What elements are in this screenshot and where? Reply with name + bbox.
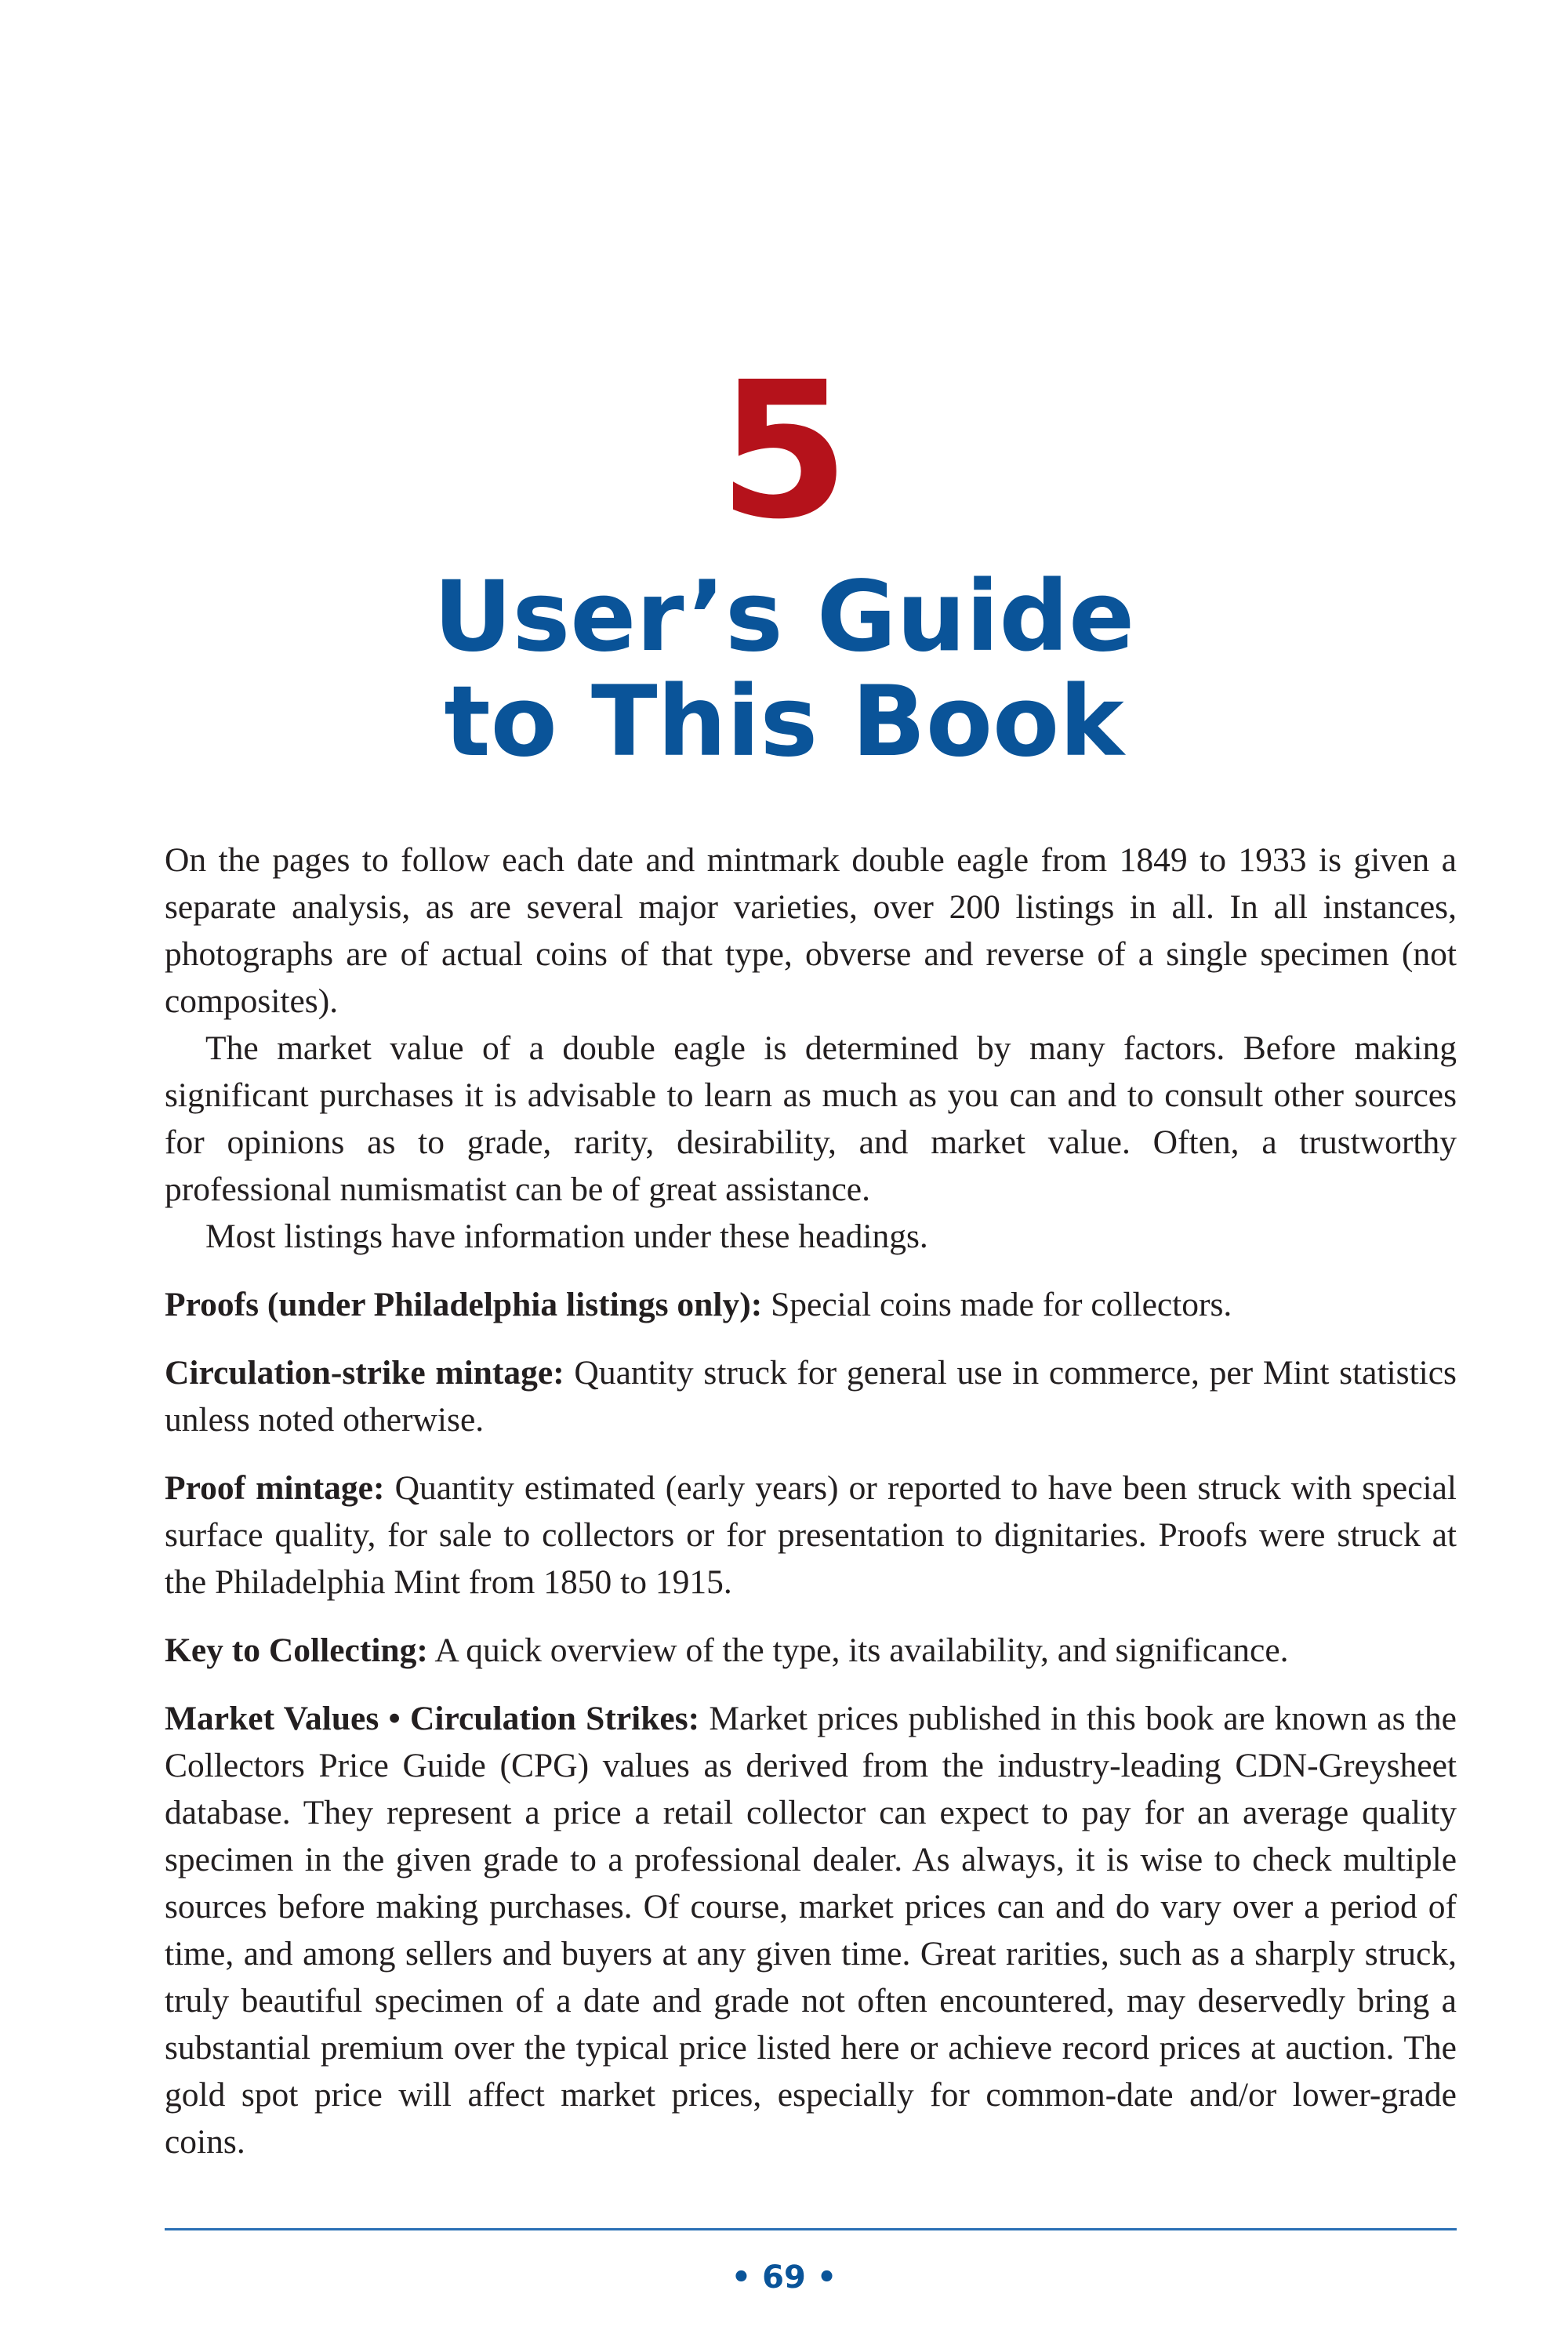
intro-paragraph-3: Most listings have information under these headings.: [205, 1218, 928, 1255]
chapter-title-line-1: User’s Guide: [433, 561, 1135, 673]
entry-term: Proof mintage:: [165, 1469, 385, 1507]
footer-rule: [165, 2228, 1457, 2230]
entry-proofs: [165, 1281, 1457, 1328]
chapter-title: [0, 561, 1568, 779]
body-text: [165, 837, 1457, 2165]
entry-market-values: [165, 1695, 1457, 2165]
entry-key-to-collecting: [165, 1627, 1457, 1674]
page-number: • 69 •: [731, 2259, 837, 2296]
entry-term: Market Values • Circulation Strikes:: [165, 1700, 700, 1737]
entry-proof-mintage: [165, 1465, 1457, 1606]
entry-text: Special coins made for collectors.: [762, 1286, 1232, 1323]
entry-text: Quantity estimated (early years) or reported to have been struck with special surface quality, for sale to collectors or for presentation to dignitaries. Proofs were struck at the Philadelphia Mint from 1850 to 1915.: [165, 1469, 1457, 1601]
entry-term: Circulation-strike mintage:: [165, 1354, 564, 1392]
entry-text: A quick overview of the type, its availability, and significance.: [427, 1632, 1289, 1669]
chapter-number: 5: [718, 341, 850, 561]
intro-paragraph-1: On the pages to follow each date and mintmark double eagle from 1849 to 1933 is given a separate analysis, as are several major varieties, over 200 listings in all. In all instances, photographs are of actual coins of that type, obverse and reverse of a single specimen (not composites).: [165, 841, 1457, 1020]
entry-text: Quantity struck for general use in commerce, per Mint statistics unless noted otherwise.: [165, 1354, 1457, 1439]
entry-term: Key to Collecting:: [165, 1632, 428, 1669]
intro-paragraph-2: The market value of a double eagle is determined by many factors. Before making significant purchases it is advisable to learn as much as you can and to consult other sources for opinions as to grade, rarity, desirability, and market value. Often, a trustworthy professional numismatist can be of great assistance.: [165, 1029, 1457, 1208]
chapter-title-line-2: to This Book: [444, 666, 1124, 779]
entry-term: Proofs (under Philadelphia listings only):: [165, 1286, 763, 1323]
entry-text: Market prices published in this book are known as the Collectors Price Guide (CPG) values as derived from the industry-leading CDN-Greysheet database. They represent a price a retail collector can expect to pay for an average quality specimen in the given grade to a professional dealer. As always, it is wise to check multiple sources before making purchases. Of course, market prices can and do vary over a period of time, and among sellers and buyers at any given time. Great rarities, such as a sharply struck, truly beautiful specimen of a date and grade not often encountered, may deservedly bring a substantial premium over the typical price listed here or achieve record prices at auction. The gold spot price will affect market prices, especially for common-date and/or lower-grade coins.: [165, 1700, 1457, 2161]
entry-circulation-strike-mintage: [165, 1349, 1457, 1443]
